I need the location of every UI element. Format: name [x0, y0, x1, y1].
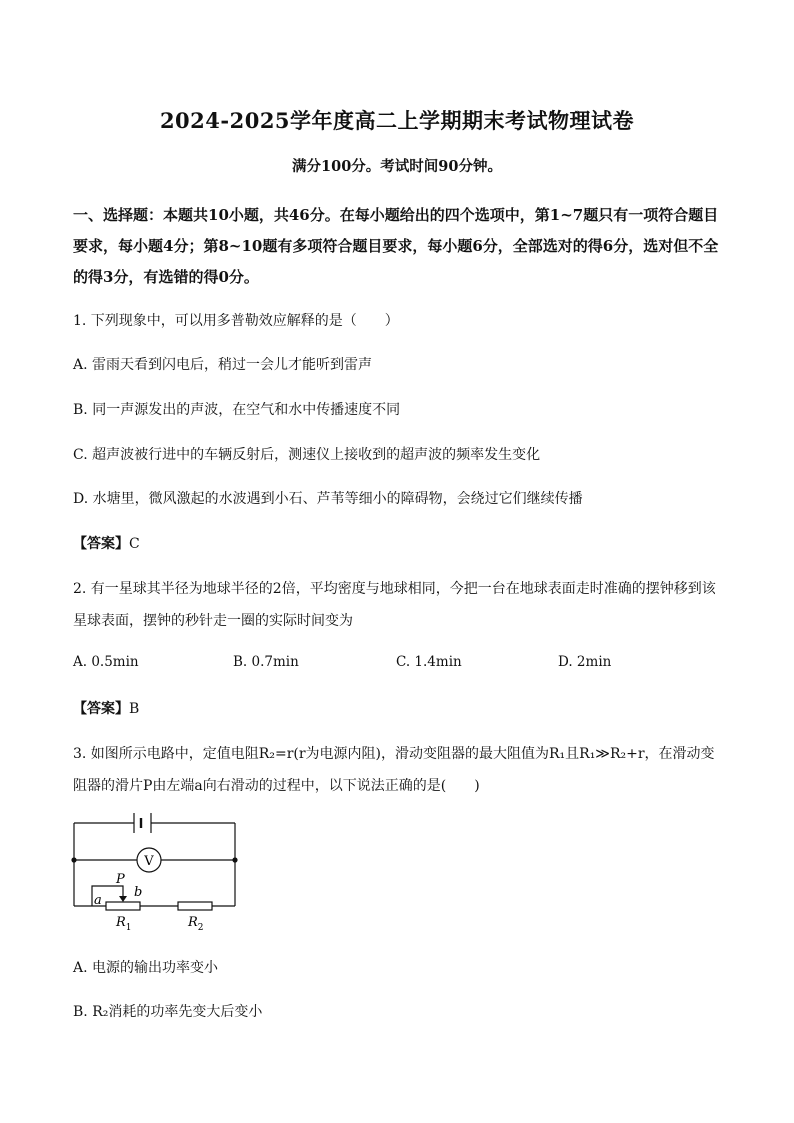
page-title: 2024-2025学年度高二上学期期末考试物理试卷: [159, 108, 635, 133]
exam-info: 满分100分。考试时间90分钟。: [292, 158, 502, 175]
answer-value: B: [129, 701, 140, 717]
question-2-stem-line-1: 2. 有一星球其半径为地球半径的2倍，平均密度与地球相同，今把一台在地球表面走时准确的摆钟移到该: [73, 581, 716, 597]
question-3-stem-line-2: 阻器的滑片P由左端a向右滑动的过程中，以下说法正确的是( ): [73, 778, 480, 794]
circuit-diagram: [68, 810, 248, 935]
question-3-stem-line-1: 3. 如图所示电路中，定值电阻R₂=r(r为电源内阻)，滑动变阻器的最大阻值为R₁且R₁≫R₂+r，在滑动变: [73, 746, 715, 762]
question-1-option-c: C. 超声波被行进中的车辆反射后，测速仪上接收到的超声波的频率发生变化: [73, 447, 541, 463]
question-1-answer: [73, 533, 140, 553]
answer-label: 【答案】: [73, 701, 129, 717]
resistor-r2: [178, 902, 212, 910]
junction-right: [232, 857, 237, 862]
section-heading: 一、选择题：本题共10小题，共46分。在每小题给出的四个选项中，第1~7题只有一项符合题目要求，每小题4分；第8~10题有多项符合题目要求，每小题6分，全部选对的得6分，选对但不全的得3分，有选错的得0分。: [73, 206, 719, 286]
label-r2: $R_2$: [188, 915, 204, 933]
question-2-stem-line-2: 星球表面，摆钟的秒针走一圈的实际时间变为: [73, 613, 353, 629]
question-1-stem: 1. 下列现象中，可以用多普勒效应解释的是（ ）: [73, 313, 399, 329]
answer-label: 【答案】: [73, 536, 129, 552]
question-3-option-a: A. 电源的输出功率变小: [73, 960, 219, 976]
question-1-option-b: B. 同一声源发出的声波，在空气和水中传播速度不同: [73, 402, 401, 418]
label-p: P: [116, 872, 125, 887]
question-1-option-a: A. 雷雨天看到闪电后，稍过一会儿才能听到雷声: [73, 357, 373, 373]
question-2-option-d: D. 2min: [558, 654, 612, 670]
label-r1: $R_1$: [116, 915, 132, 933]
question-2-option-c: C. 1.4min: [396, 654, 462, 670]
question-2-option-a: A. 0.5min: [73, 654, 139, 670]
answer-value: C: [129, 536, 140, 552]
question-3-option-b: B. R₂消耗的功率先变大后变小: [73, 1004, 263, 1020]
label-b: b: [134, 885, 143, 900]
question-1-option-d: D. 水塘里，微风激起的水波遇到小石、芦苇等细小的障碍物，会绕过它们继续传播: [73, 491, 583, 507]
label-a: a: [94, 893, 102, 908]
question-2-answer: [73, 698, 139, 718]
battery-icon: [134, 813, 151, 833]
question-2-option-b: B. 0.7min: [233, 654, 299, 670]
rheostat-r1: [106, 902, 140, 910]
voltmeter-label: V: [144, 854, 154, 869]
junction-left: [71, 857, 76, 862]
